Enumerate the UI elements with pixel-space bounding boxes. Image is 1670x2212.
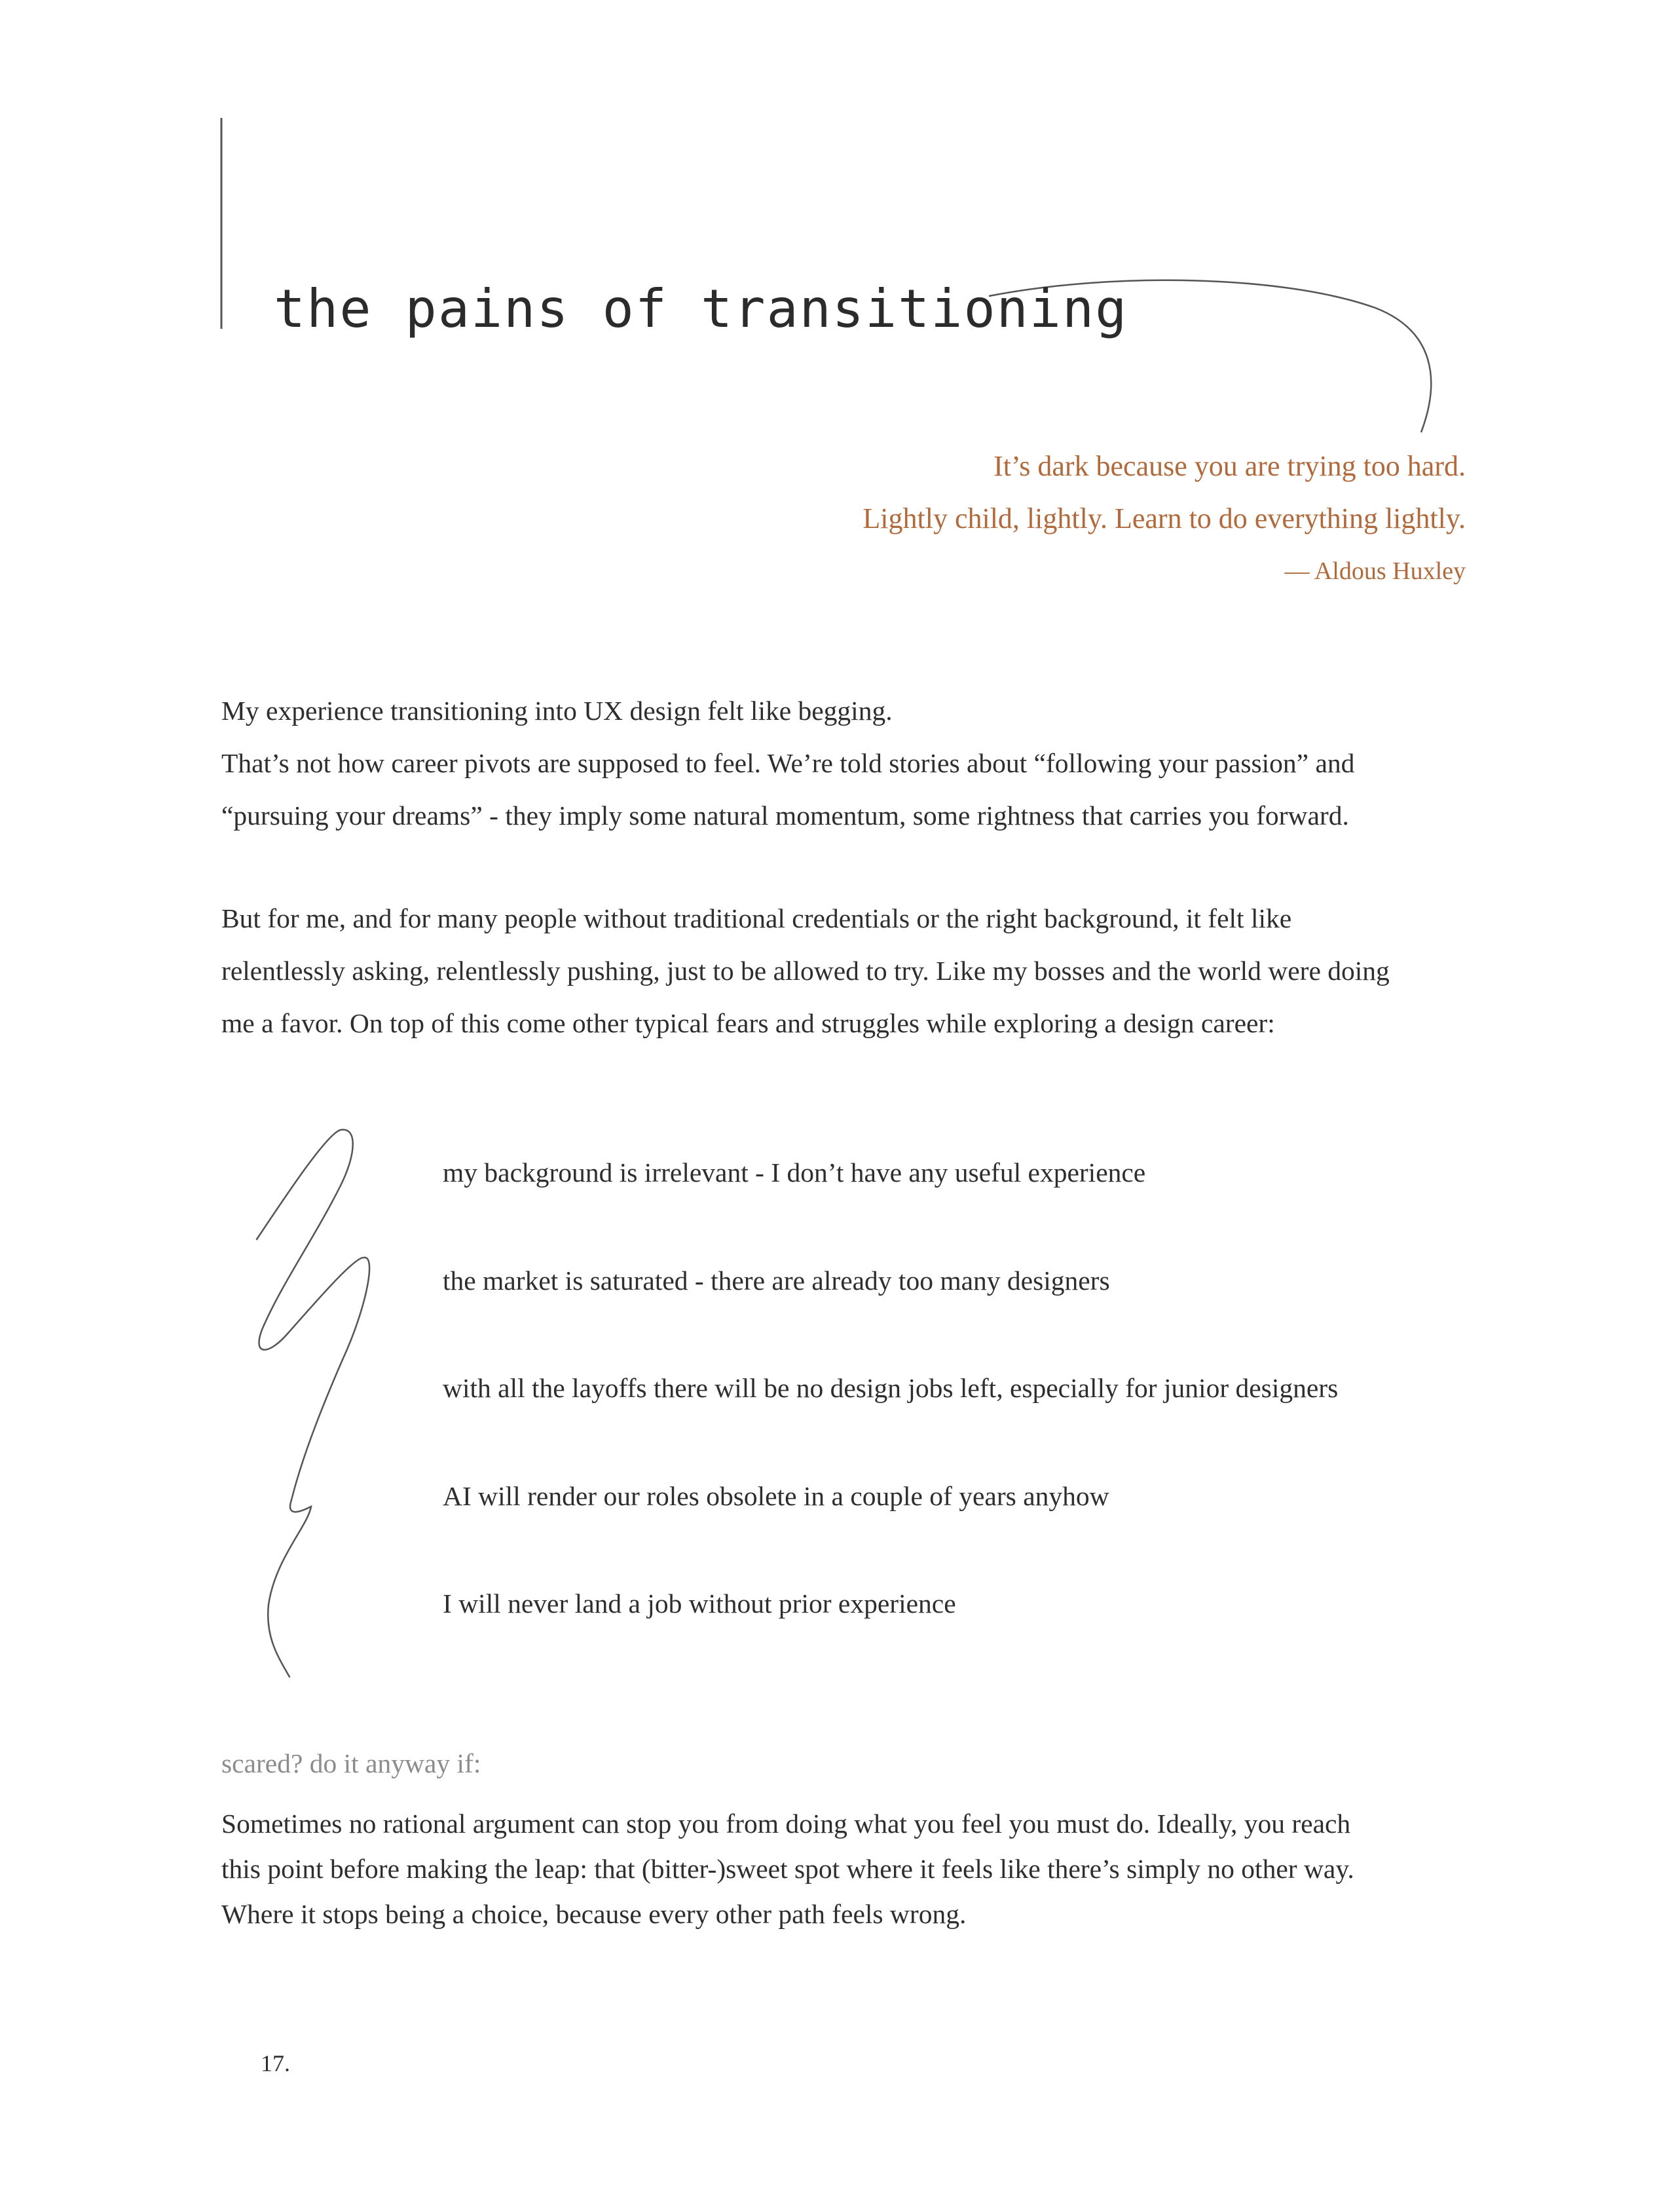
closing-paragraph [221, 1801, 1485, 1937]
quote-line-1: It’s dark because you are trying too hard. [993, 450, 1466, 482]
page-title: the pains of transitioning [274, 278, 1128, 339]
fear-item: my background is irrelevant - I don’t have any useful experience [443, 1157, 1146, 1188]
closing-line: Where it stops being a choice, because every other path feels wrong. [221, 1899, 967, 1929]
fear-item: I will never land a job without prior experience [443, 1588, 956, 1619]
closing-line: this point before making the leap: that (bitter-)sweet spot where it feels like there’s simply no other way. [221, 1854, 1354, 1884]
intro-line: That’s not how career pivots are supposed to feel. We’re told stories about “following your passion” and [221, 748, 1355, 778]
intro-line: relentlessly asking, relentlessly pushing, just to be allowed to try. Like my bosses and the world were doing [221, 956, 1390, 986]
fear-item: the market is saturated - there are already too many designers [443, 1265, 1110, 1296]
intro-line: “pursuing your dreams” - they imply some natural momentum, some rightness that carries you forward. [221, 800, 1349, 831]
intro-line: me a favor. On top of this come other typical fears and struggles while exploring a design career: [221, 1008, 1275, 1038]
section-subheading: scared? do it anyway if: [221, 1748, 481, 1778]
intro-line: But for me, and for many people without traditional credentials or the right background, it felt like [221, 903, 1292, 933]
intro-paragraph-2 [221, 892, 1485, 1049]
page-number: 17. [261, 2050, 290, 2076]
squiggle-line [257, 1130, 369, 1677]
intro-line: My experience transitioning into UX design felt like begging. [221, 696, 893, 726]
fear-item: with all the layoffs there will be no design jobs left, especially for junior designers [443, 1373, 1339, 1403]
closing-line: Sometimes no rational argument can stop you from doing what you feel you must do. Ideally, you reach [221, 1809, 1351, 1839]
quote-author: — Aldous Huxley [1284, 557, 1466, 585]
epigraph-quote [863, 440, 1466, 597]
intro-paragraph-1 [221, 684, 1485, 842]
fear-item: AI will render our roles obsolete in a couple of years anyhow [443, 1480, 1109, 1511]
fears-list [443, 1156, 1338, 1695]
quote-line-2: Lightly child, lightly. Learn to do everything lightly. [863, 502, 1466, 534]
